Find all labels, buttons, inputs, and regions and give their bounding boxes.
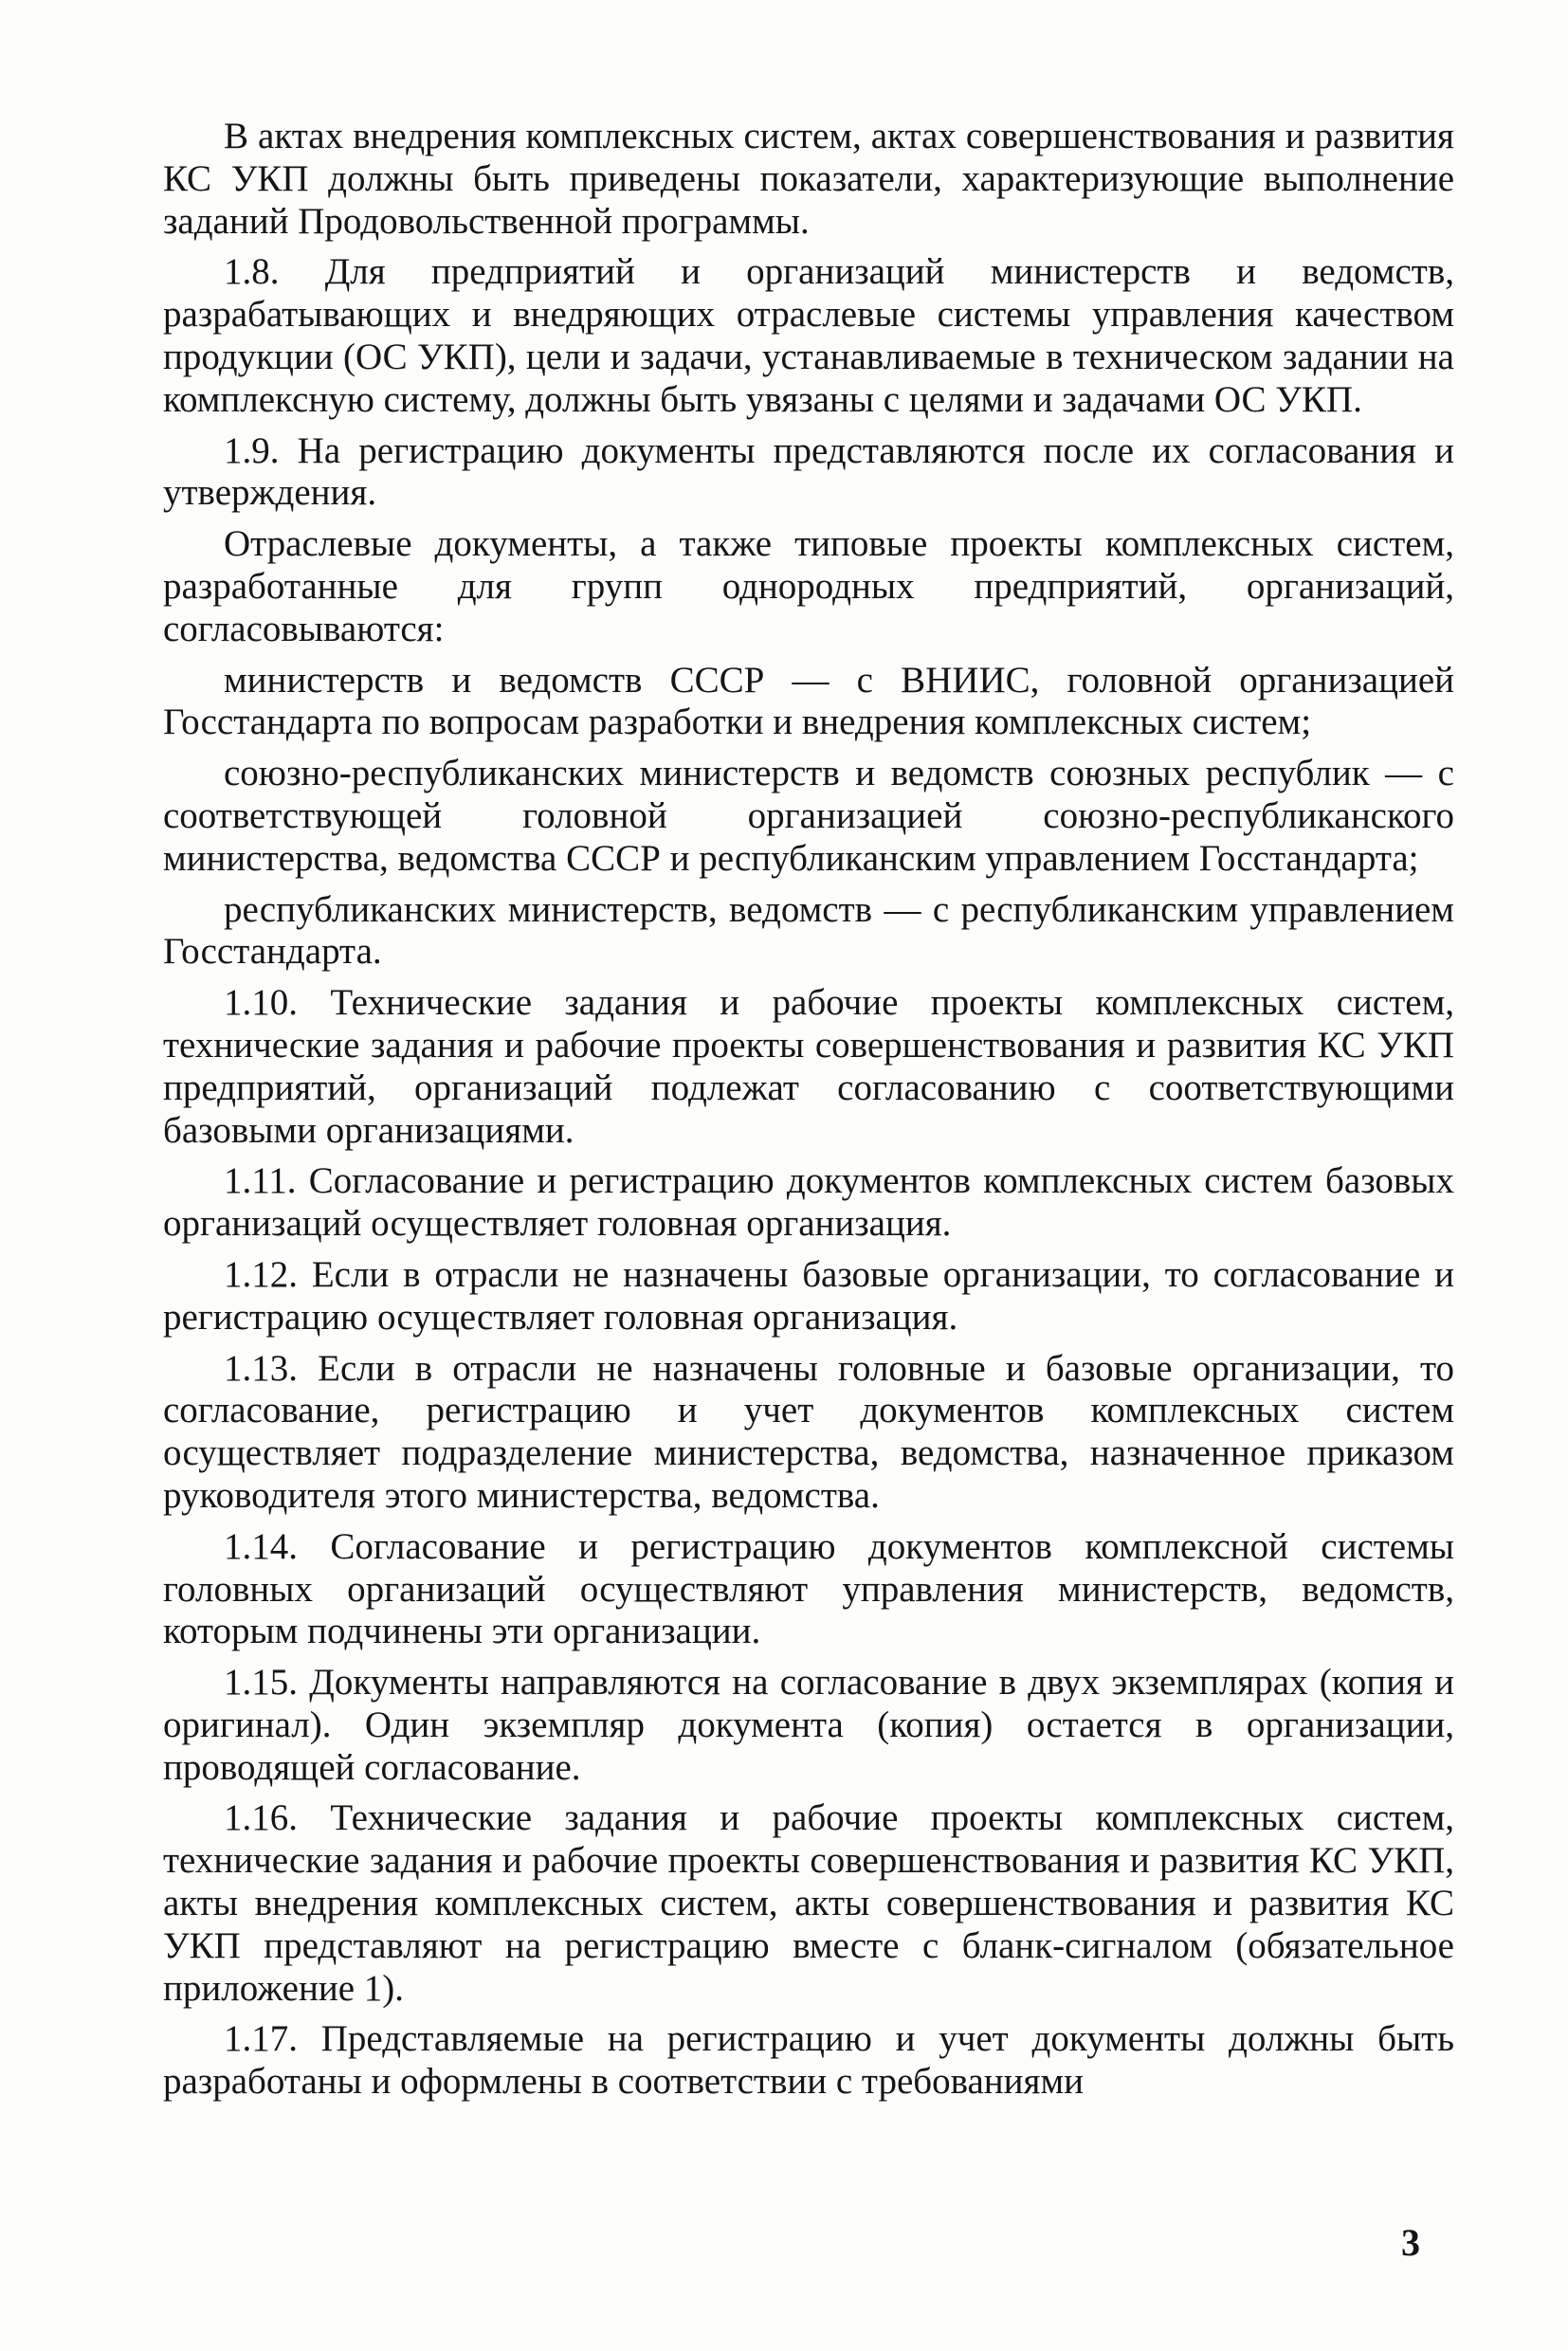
paragraph: В актах внедрения комплексных систем, актах совершенствования и развития КС УКП должны быть приведены показатели, характеризующие выполнение заданий Продовольственной программы.	[163, 116, 1454, 242]
paragraph: союзно-республиканских министерств и ведомств союзных республик — с соответствующей головной организацией союзно-республиканского министерства, ведомства СССР и республиканским управлением Госстандарта;	[163, 753, 1454, 879]
paragraph: Отраслевые документы, а также типовые проекты комплексных систем, разработанные для групп однородных предприятий, организаций, согласовываются:	[163, 523, 1454, 649]
paragraph: 1.16. Технические задания и рабочие проекты комплексных систем, технические задания и рабочие проекты совершенствования и развития КС УКП, акты внедрения комплексных систем, акты совершенствования и развития КС УКП представляют на регистрацию вместе с бланк-сигналом (обязательное приложение 1).	[163, 1797, 1454, 2009]
paragraph: 1.17. Представляемые на регистрацию и учет документы должны быть разработаны и оформлены в соответствии с требованиями	[163, 2018, 1454, 2103]
paragraph: 1.8. Для предприятий и организаций министерств и ведомств, разрабатывающих и внедряющих отраслевые системы управления качеством продукции (ОС УКП), цели и задачи, устанавливаемые в техническом задании на комплексную систему, должны быть увязаны с целями и задачами ОС УКП.	[163, 251, 1454, 420]
paragraph: 1.12. Если в отрасли не назначены базовые организации, то согласование и регистрацию осуществляет головная организация.	[163, 1253, 1454, 1338]
paragraph: 1.11. Согласование и регистрацию документов комплексных систем базовых организаций осуществляет головная организация.	[163, 1160, 1454, 1245]
page-number: 3	[1401, 2221, 1420, 2264]
body-text	[163, 116, 1454, 2104]
paragraph: 1.14. Согласование и регистрацию документов комплексной системы головных организаций осуществляют управления министерств, ведомств, которым подчинены эти организации.	[163, 1525, 1454, 1652]
paragraph: министерств и ведомств СССР — с ВНИИС, головной организацией Госстандарта по вопросам разработки и внедрения комплексных систем;	[163, 659, 1454, 743]
paragraph: 1.15. Документы направляются на согласование в двух экземплярах (копия и оригинал). Один экземпляр документа (копия) остается в организации, проводящей согласование.	[163, 1662, 1454, 1788]
paragraph: 1.13. Если в отрасли не назначены головные и базовые организации, то согласование, регистрацию и учет документов комплексных систем осуществляет подразделение министерства, ведомства, назначенное приказом руководителя этого министерства, ведомства.	[163, 1347, 1454, 1516]
paragraph: 1.9. На регистрацию документы представляются после их согласования и утверждения.	[163, 429, 1454, 514]
paragraph: республиканских министерств, ведомств — с республиканским управлением Госстандарта.	[163, 888, 1454, 973]
paragraph: 1.10. Технические задания и рабочие проекты комплексных систем, технические задания и рабочие проекты совершенствования и развития КС УКП предприятий, организаций подлежат согласованию с соответствующими базовыми организациями.	[163, 982, 1454, 1151]
